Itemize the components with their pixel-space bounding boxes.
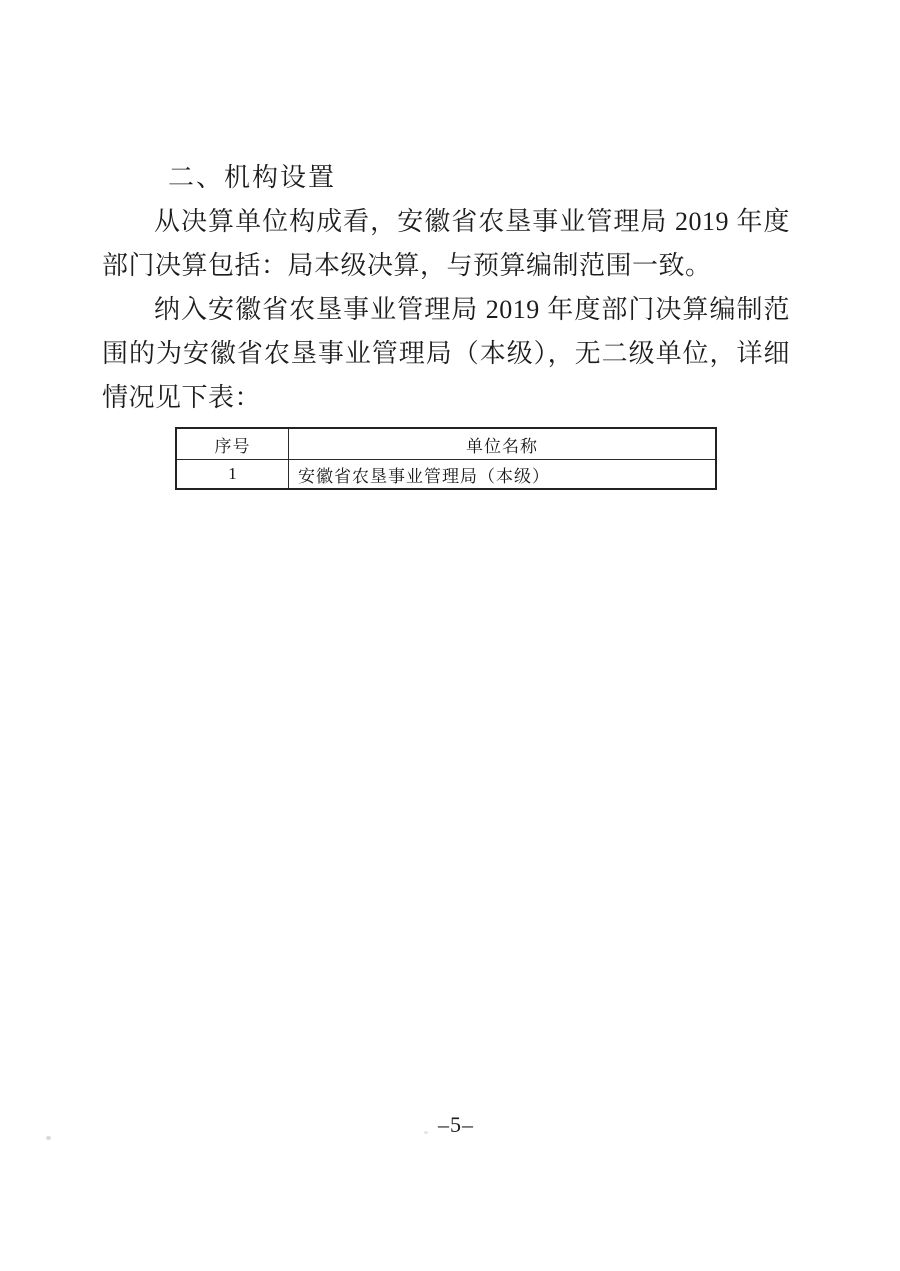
unit-table-row [176,460,716,490]
scan-artifact-speck [424,1131,428,1134]
unit-table [175,427,717,490]
scan-artifact-speck [46,1136,51,1140]
page-number: –5– [438,1112,474,1137]
paragraph-budget-scope: 从决算单位构成看，安徽省农垦事业管理局 2019 年度部门决算包括：局本级决算，与预算编制范围一致。 [102,207,790,280]
unit-table-header-name: 单位名称 [289,428,717,460]
unit-table-header-row [176,428,716,460]
section-heading: 二、机构设置 [168,163,337,192]
unit-table-cell-name: 安徽省农垦事业管理局（本级） [289,460,717,490]
unit-table-header-index: 序号 [176,428,289,460]
document-body [102,156,790,490]
unit-table-cell-index: 1 [176,460,289,490]
paragraph-unit-list-intro: 纳入安徽省农垦事业管理局 2019 年度部门决算编制范围的为安徽省农垦事业管理局（本级），无二级单位，详细情况见下表： [102,295,790,412]
